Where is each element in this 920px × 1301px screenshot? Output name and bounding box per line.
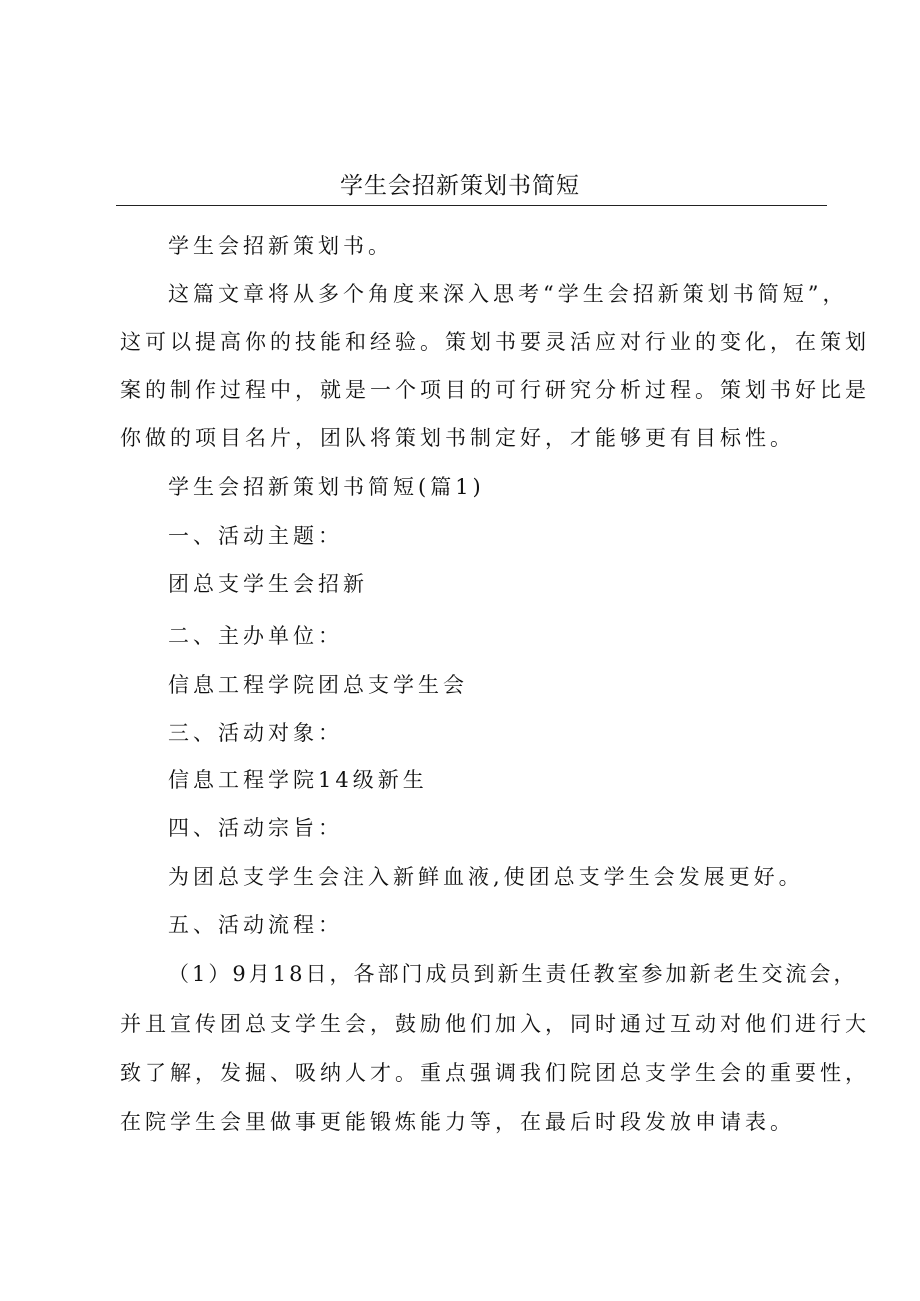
item-line: 二、主办单位： <box>168 624 343 648</box>
section-heading: 学生会招新策划书简短(篇1) <box>168 475 485 499</box>
item-line: 三、活动对象： <box>168 721 343 745</box>
paragraph-line: 这可以提高你的技能和经验。策划书要灵活应对行业的变化，在策划 <box>120 330 870 354</box>
flow-line: （1）9月18日，各部门成员到新生责任教室参加新老生交流会， <box>168 962 858 986</box>
item-line: 一、活动主题： <box>168 524 343 548</box>
paragraph-line: 你做的项目名片，团队将策划书制定好，才能够更有目标性。 <box>120 426 795 450</box>
item-line: 信息工程学院14级新生 <box>168 768 428 792</box>
document-title: 学生会招新策划书简短 <box>340 173 580 199</box>
flow-line: 在院学生会里做事更能锻炼能力等，在最后时段发放申请表。 <box>120 1110 795 1134</box>
item-line: 四、活动宗旨： <box>168 816 343 840</box>
flow-line: 致了解，发掘、吸纳人才。重点强调我们院团总支学生会的重要性， <box>120 1061 870 1085</box>
item-line: 团总支学生会招新 <box>168 572 368 596</box>
flow-line: 并且宣传团总支学生会，鼓励他们加入，同时通过互动对他们进行大 <box>120 1012 870 1036</box>
title-divider <box>116 205 827 206</box>
paragraph-line: 这篇文章将从多个角度来深入思考“学生会招新策划书简短”， <box>168 282 848 306</box>
item-line: 五、活动流程： <box>168 913 343 937</box>
item-line: 为团总支学生会注入新鲜血液,使团总支学生会发展更好。 <box>168 865 804 889</box>
item-line: 信息工程学院团总支学生会 <box>168 673 468 697</box>
paragraph-line: 案的制作过程中，就是一个项目的可行研究分析过程。策划书好比是 <box>120 378 870 402</box>
intro-line: 学生会招新策划书。 <box>168 234 393 258</box>
